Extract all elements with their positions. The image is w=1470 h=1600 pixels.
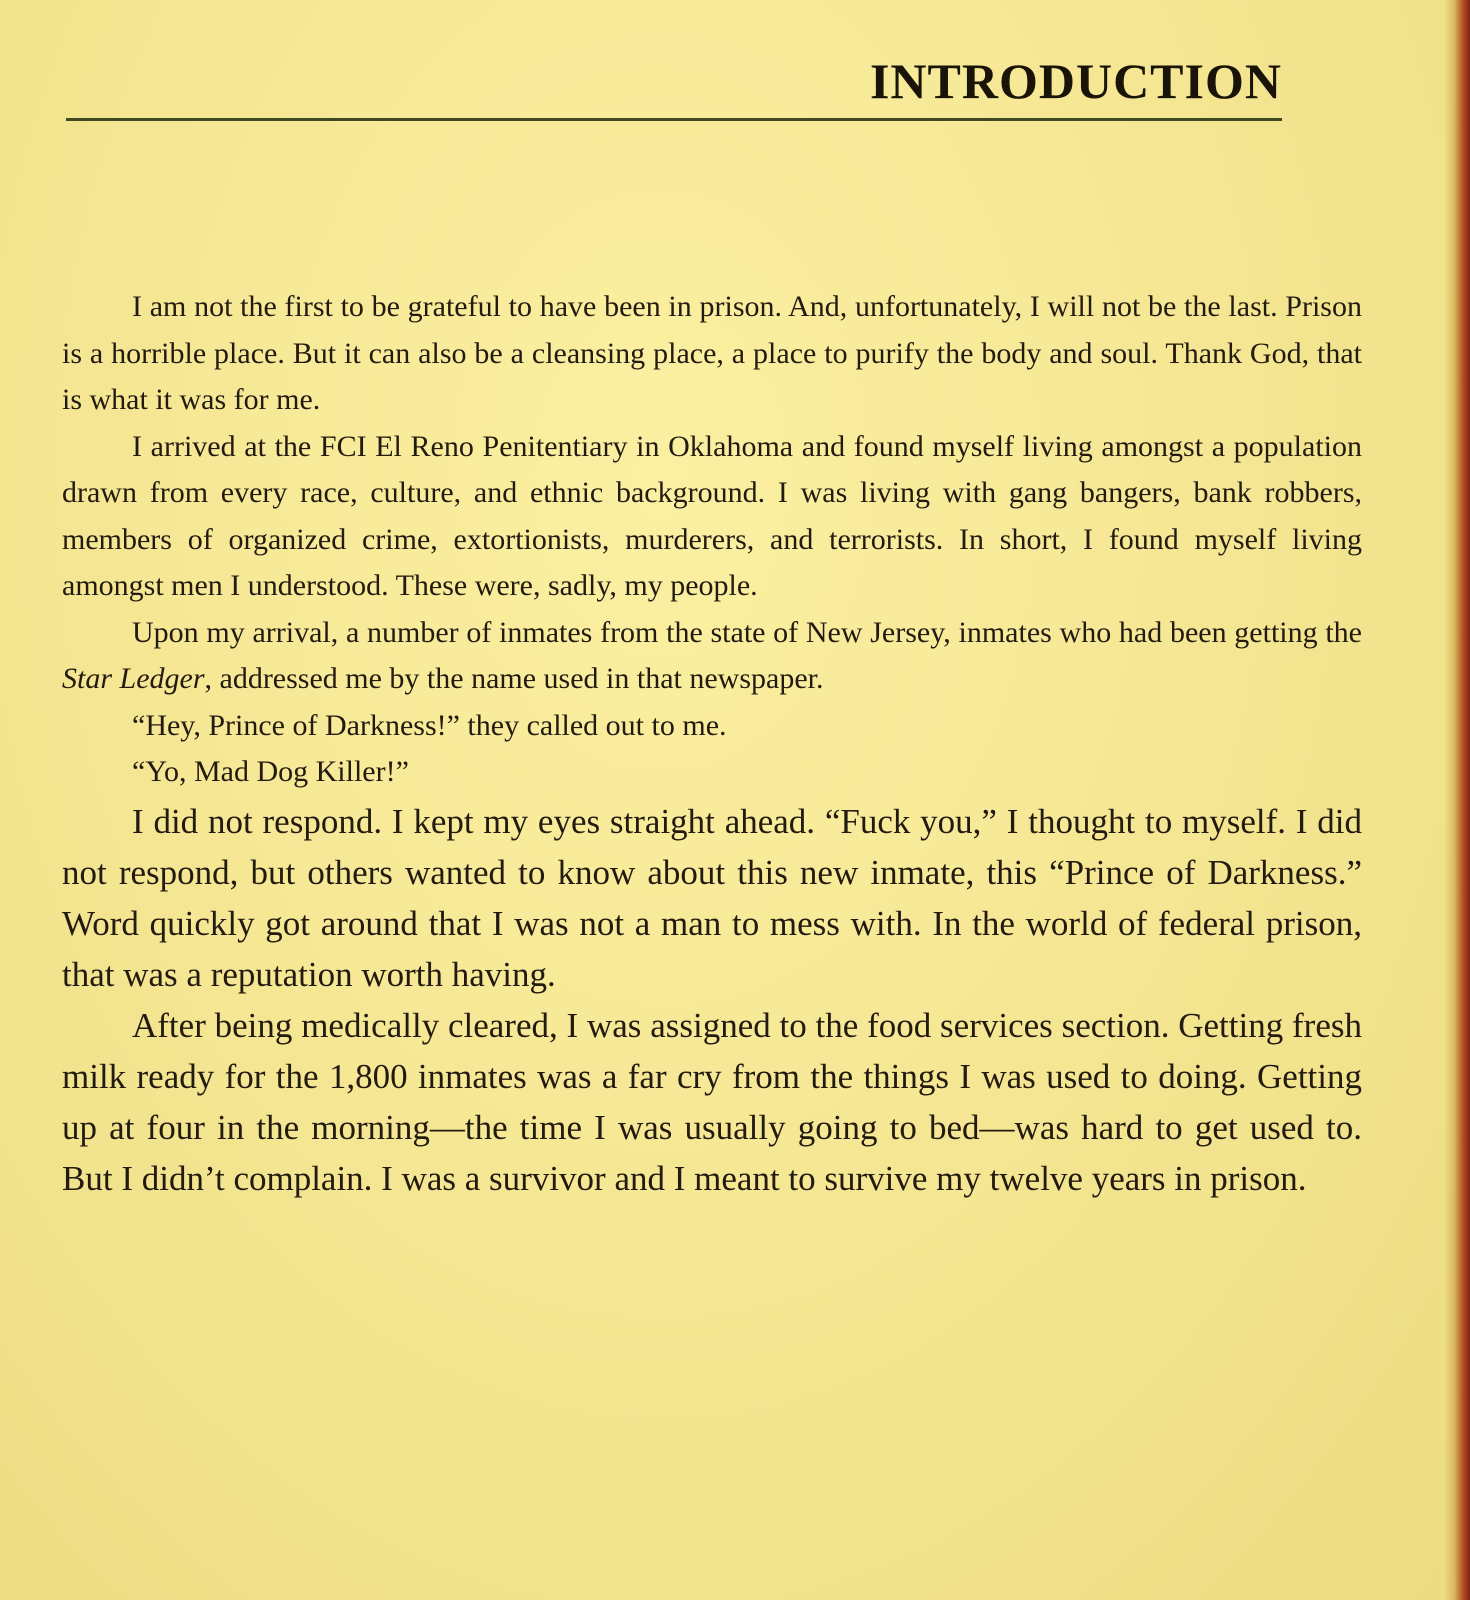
chapter-heading: INTRODUCTION — [869, 53, 1282, 109]
heading-rule — [66, 118, 1282, 121]
newspaper-title: Star Ledger — [62, 662, 205, 695]
paragraph-1: I am not the first to be grateful to have been in prison. And, unfortunately, I will not be the last. Prison is a horrible place. But it can also be a cleansing place, a place to purify the body and soul. Thank God, that is what it was for me. — [62, 290, 1362, 416]
paragraph-4: “Hey, Prince of Darkness!” they called out to me. — [132, 708, 727, 742]
paragraph-3-end: , addressed me by the name used in that newspaper. — [204, 662, 824, 695]
page-edge — [1444, 0, 1470, 1600]
paragraph-5: “Yo, Mad Dog Killer!” — [132, 755, 409, 788]
paragraph-2: I arrived at the FCI El Reno Penitentiary in Oklahoma and found myself living amongst a population drawn from every race, culture, and ethnic background. I was living with gang bangers, bank robbers, members of organized crime, extortionists, murderers, and terrorists. In short, I found myself living amongst men I understood. These were, sadly, my people. — [62, 429, 1362, 602]
paragraph-7: After being medically cleared, I was assigned to the food services section. Getting fresh milk ready for the 1,800 inmates was a far cry from the things I was used to doing. Getting up at four in the morning—the time I was usually going to bed—was hard to get used to. But I didn’t complain. I was a survivor and I meant to survive my twelve years in prison. — [62, 1005, 1362, 1198]
chapter-body — [62, 284, 1362, 1204]
paragraph-6: I did not respond. I kept my eyes straight ahead. “Fuck you,” I thought to myself. I did not respond, but others wanted to know about this new inmate, this “Prince of Darkness.” Word quickly got around that I was not a man to mess with. In the world of federal prison, that was a reputation worth having. — [62, 801, 1362, 994]
paragraph-3-start: Upon my arrival, a number of inmates from the state of New Jersey, inmates who had been getting the — [132, 615, 1362, 649]
paragraph-3 — [62, 610, 1362, 703]
